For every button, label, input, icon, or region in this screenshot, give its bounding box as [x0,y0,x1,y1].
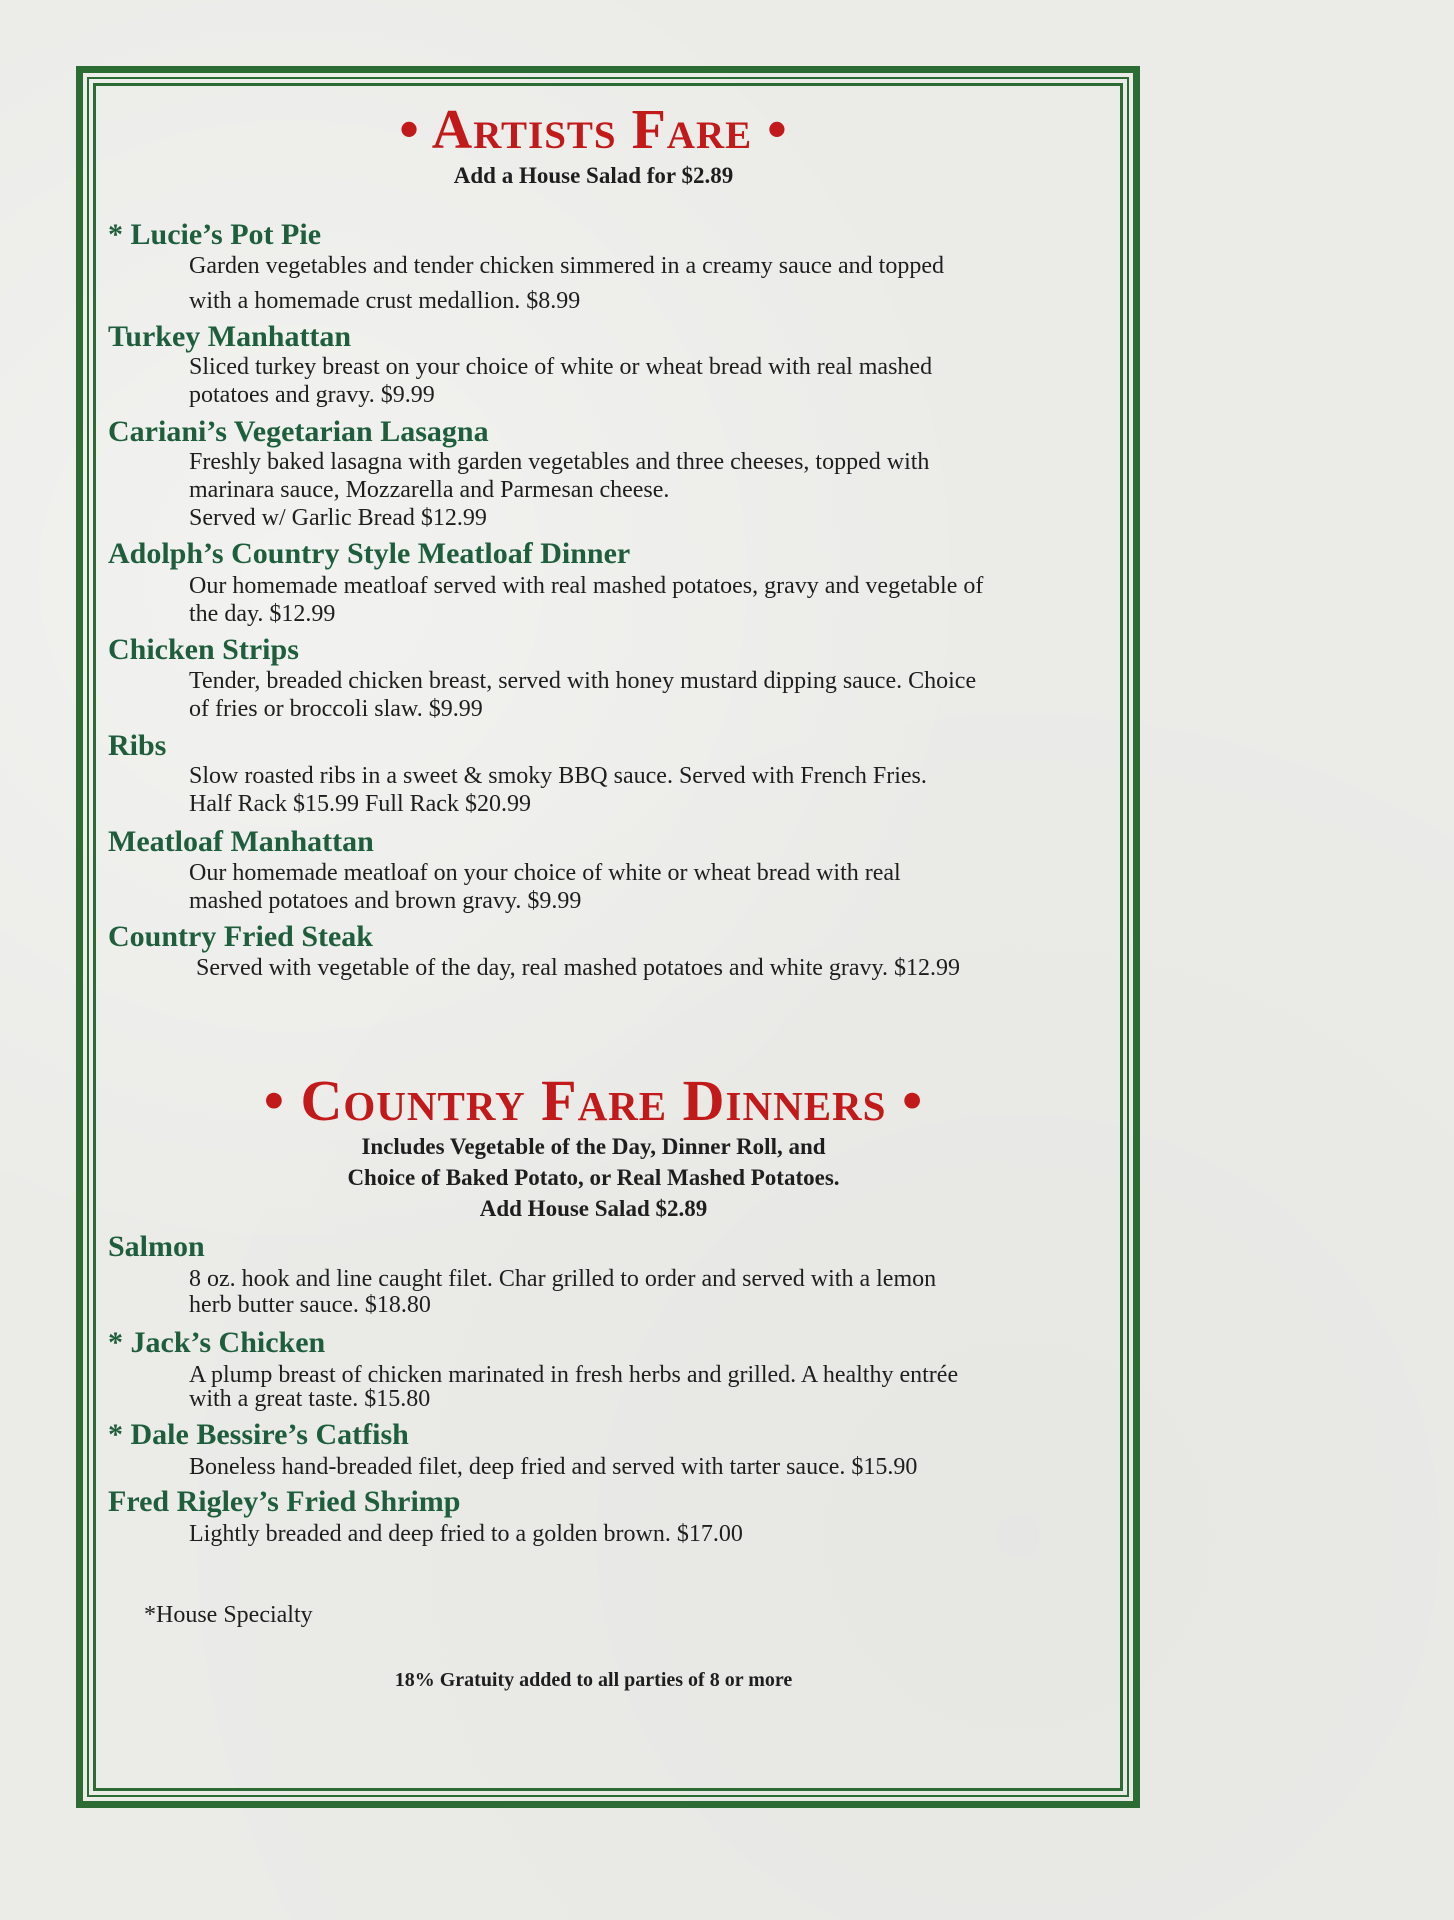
item-desc-line: Garden vegetables and tender chicken simmered in a creamy sauce and topped [189,253,945,279]
item-desc-line: Freshly baked lasagna with garden vegetables and three cheeses, topped with [189,449,930,475]
item-name-ribs: Ribs [108,729,167,762]
country-fare-title: • Country Fare Dinners • [263,1068,924,1133]
item-desc-line: Sliced turkey breast on your choice of white or wheat bread with real mashed [189,354,933,380]
item-desc-line: mashed potatoes and brown gravy. $9.99 [189,888,582,914]
item-name-chicken-strips: Chicken Strips [108,633,299,666]
country-fare-subtitle-line: Includes Vegetable of the Day, Dinner Roll, and [361,1134,826,1159]
item-desc-line: A plump breast of chicken marinated in fresh herbs and grilled. A healthy entrée [189,1362,959,1388]
item-name-jacks-chicken: * Jack’s Chicken [108,1326,326,1359]
item-desc-line: Slow roasted ribs in a sweet & smoky BBQ sauce. Served with French Fries. [189,763,927,789]
house-specialty-note: *House Specialty [144,1602,313,1628]
item-desc-line: the day. $12.99 [189,601,336,627]
artists-fare-title: • Artists Fare • [399,99,788,161]
item-name-meatloaf-manhattan: Meatloaf Manhattan [108,825,374,858]
item-desc-line: herb butter sauce. $18.80 [189,1292,431,1318]
item-name-fred-rigleys-fried-shrimp: Fred Rigley’s Fried Shrimp [108,1485,461,1518]
country-fare-subtitle-line: Choice of Baked Potato, or Real Mashed Potatoes. [347,1165,840,1190]
item-desc-line: 8 oz. hook and line caught filet. Char grilled to order and served with a lemon [189,1266,937,1292]
artists-fare-subtitle: Add a House Salad for $2.89 [453,163,734,188]
item-name-lucies-pot-pie: * Lucie’s Pot Pie [108,218,322,251]
gratuity-note: 18% Gratuity added to all parties of 8 or more [394,1669,793,1691]
item-desc-line: Served w/ Garlic Bread $12.99 [189,505,487,531]
item-name-country-fried-steak: Country Fried Steak [108,920,373,953]
item-name-salmon: Salmon [108,1230,205,1263]
item-desc-line: Our homemade meatloaf on your choice of white or wheat bread with real [189,860,901,886]
item-desc-line: of fries or broccoli slaw. $9.99 [189,696,483,722]
item-desc-line: Served with vegetable of the day, real mashed potatoes and white gravy. $12.99 [196,955,960,981]
country-fare-subtitle-line: Add House Salad $2.89 [479,1196,708,1221]
item-name-adolphs-meatloaf-dinner: Adolph’s Country Style Meatloaf Dinner [108,537,631,570]
item-name-dale-bessires-catfish: * Dale Bessire’s Catfish [108,1418,409,1451]
item-desc-line: Tender, breaded chicken breast, served with honey mustard dipping sauce. Choice [189,668,977,694]
item-desc-line: with a homemade crust medallion. $8.99 [189,288,581,314]
item-desc-line: potatoes and gravy. $9.99 [189,382,435,408]
item-desc-line: Our homemade meatloaf served with real mashed potatoes, gravy and vegetable of [189,573,984,599]
item-name-carianis-vegetarian-lasagna: Cariani’s Vegetarian Lasagna [108,415,489,448]
item-desc-line: with a great taste. $15.80 [189,1386,431,1412]
item-desc-line: Half Rack $15.99 Full Rack $20.99 [189,791,531,817]
item-desc-line: Lightly breaded and deep fried to a golden brown. $17.00 [189,1521,743,1547]
item-desc-line: marinara sauce, Mozzarella and Parmesan cheese. [189,477,670,503]
item-desc-line: Boneless hand-breaded filet, deep fried and served with tarter sauce. $15.90 [189,1454,918,1480]
item-name-turkey-manhattan: Turkey Manhattan [108,320,352,353]
